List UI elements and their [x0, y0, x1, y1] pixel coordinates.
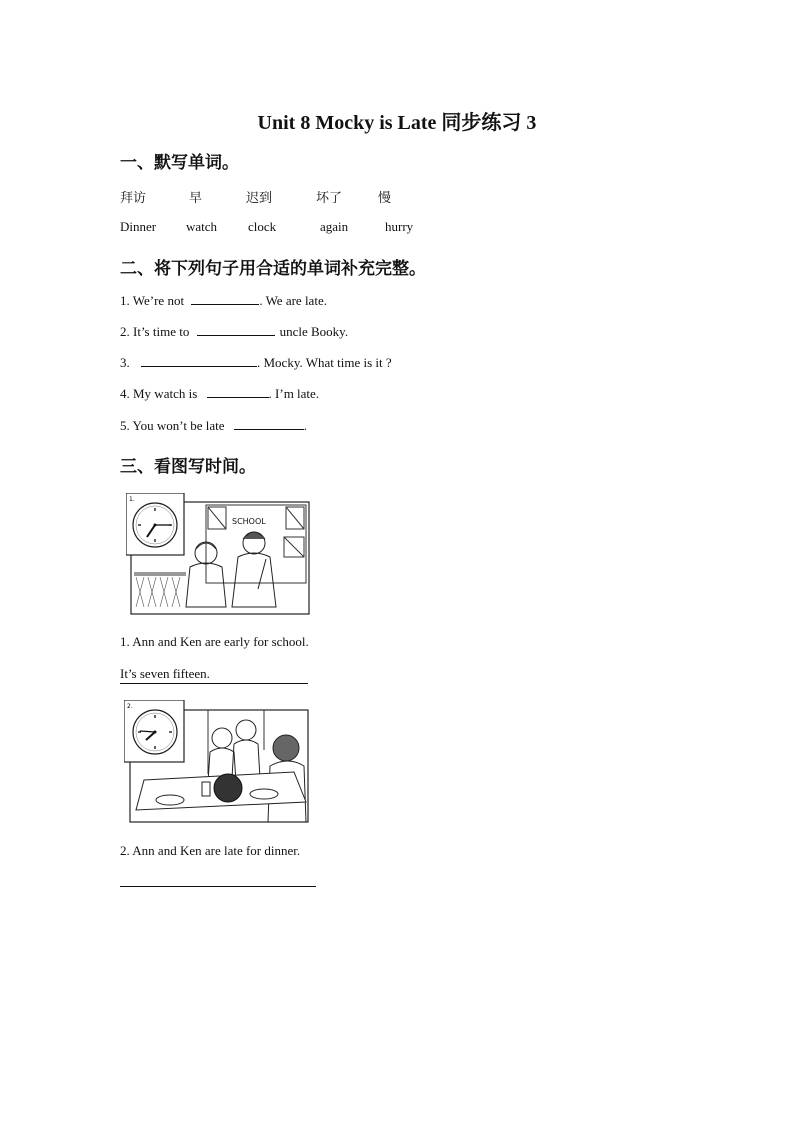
fill-sentence: [120, 385, 319, 402]
sentence-start: 5. You won’t be late: [120, 418, 225, 433]
school-sign: SCHOOL: [232, 517, 266, 526]
chinese-word: 早: [189, 191, 203, 206]
section-2-heading: 二、将下列句子用合适的单词补充完整。: [120, 259, 426, 279]
sentence-end: .: [303, 418, 307, 433]
section-1-heading: 一、默写单词。: [120, 153, 239, 173]
fill-sentence: [120, 292, 327, 309]
answer-blank[interactable]: [120, 886, 316, 887]
clock-2: [124, 700, 184, 762]
school-scene-illustration: [126, 493, 312, 617]
english-word: again: [320, 219, 349, 234]
sentence-start: 1. We’re not: [120, 293, 185, 308]
chinese-word: 迟到: [246, 191, 273, 206]
picture-number: 1.: [129, 496, 135, 503]
fill-sentence: [120, 323, 348, 340]
dinner-scene-illustration: [124, 700, 312, 826]
sentence-end: . Mocky. What time is it ?: [257, 355, 392, 370]
english-word: Dinner: [120, 219, 157, 234]
section-3-heading: 三、看图写时间。: [120, 457, 256, 477]
answer-blank[interactable]: [141, 354, 257, 367]
clock-1: [126, 493, 184, 555]
answer-blank[interactable]: [191, 292, 259, 305]
answer-blank[interactable]: [234, 417, 304, 430]
sentence-start: 3.: [120, 355, 130, 370]
page-title: Unit 8 Mocky is Late 同步练习 3: [257, 112, 537, 134]
picture-caption: 1. Ann and Ken are early for school.: [120, 634, 309, 649]
sentence-end: . We are late.: [259, 293, 327, 308]
picture-number: 2.: [127, 703, 133, 710]
answer-blank[interactable]: [197, 323, 275, 336]
chinese-word: 慢: [378, 191, 392, 206]
sample-answer: It’s seven fifteen.: [120, 666, 308, 684]
picture-caption: 2. Ann and Ken are late for dinner.: [120, 843, 301, 858]
chinese-word: 坏了: [316, 191, 343, 206]
sentence-start: 2. It’s time to: [120, 324, 190, 339]
sentence-start: 4. My watch is: [120, 386, 198, 401]
english-word: hurry: [385, 219, 414, 234]
chinese-word: 拜访: [120, 191, 147, 206]
sentence-end: . I’m late.: [268, 386, 320, 401]
fill-sentence: [120, 417, 307, 434]
english-word: watch: [186, 219, 218, 234]
sentence-end: uncle Booky.: [279, 324, 349, 339]
english-word: clock: [248, 219, 277, 234]
fill-sentence: [120, 354, 392, 371]
answer-line: [120, 666, 308, 684]
answer-blank[interactable]: [207, 385, 269, 398]
